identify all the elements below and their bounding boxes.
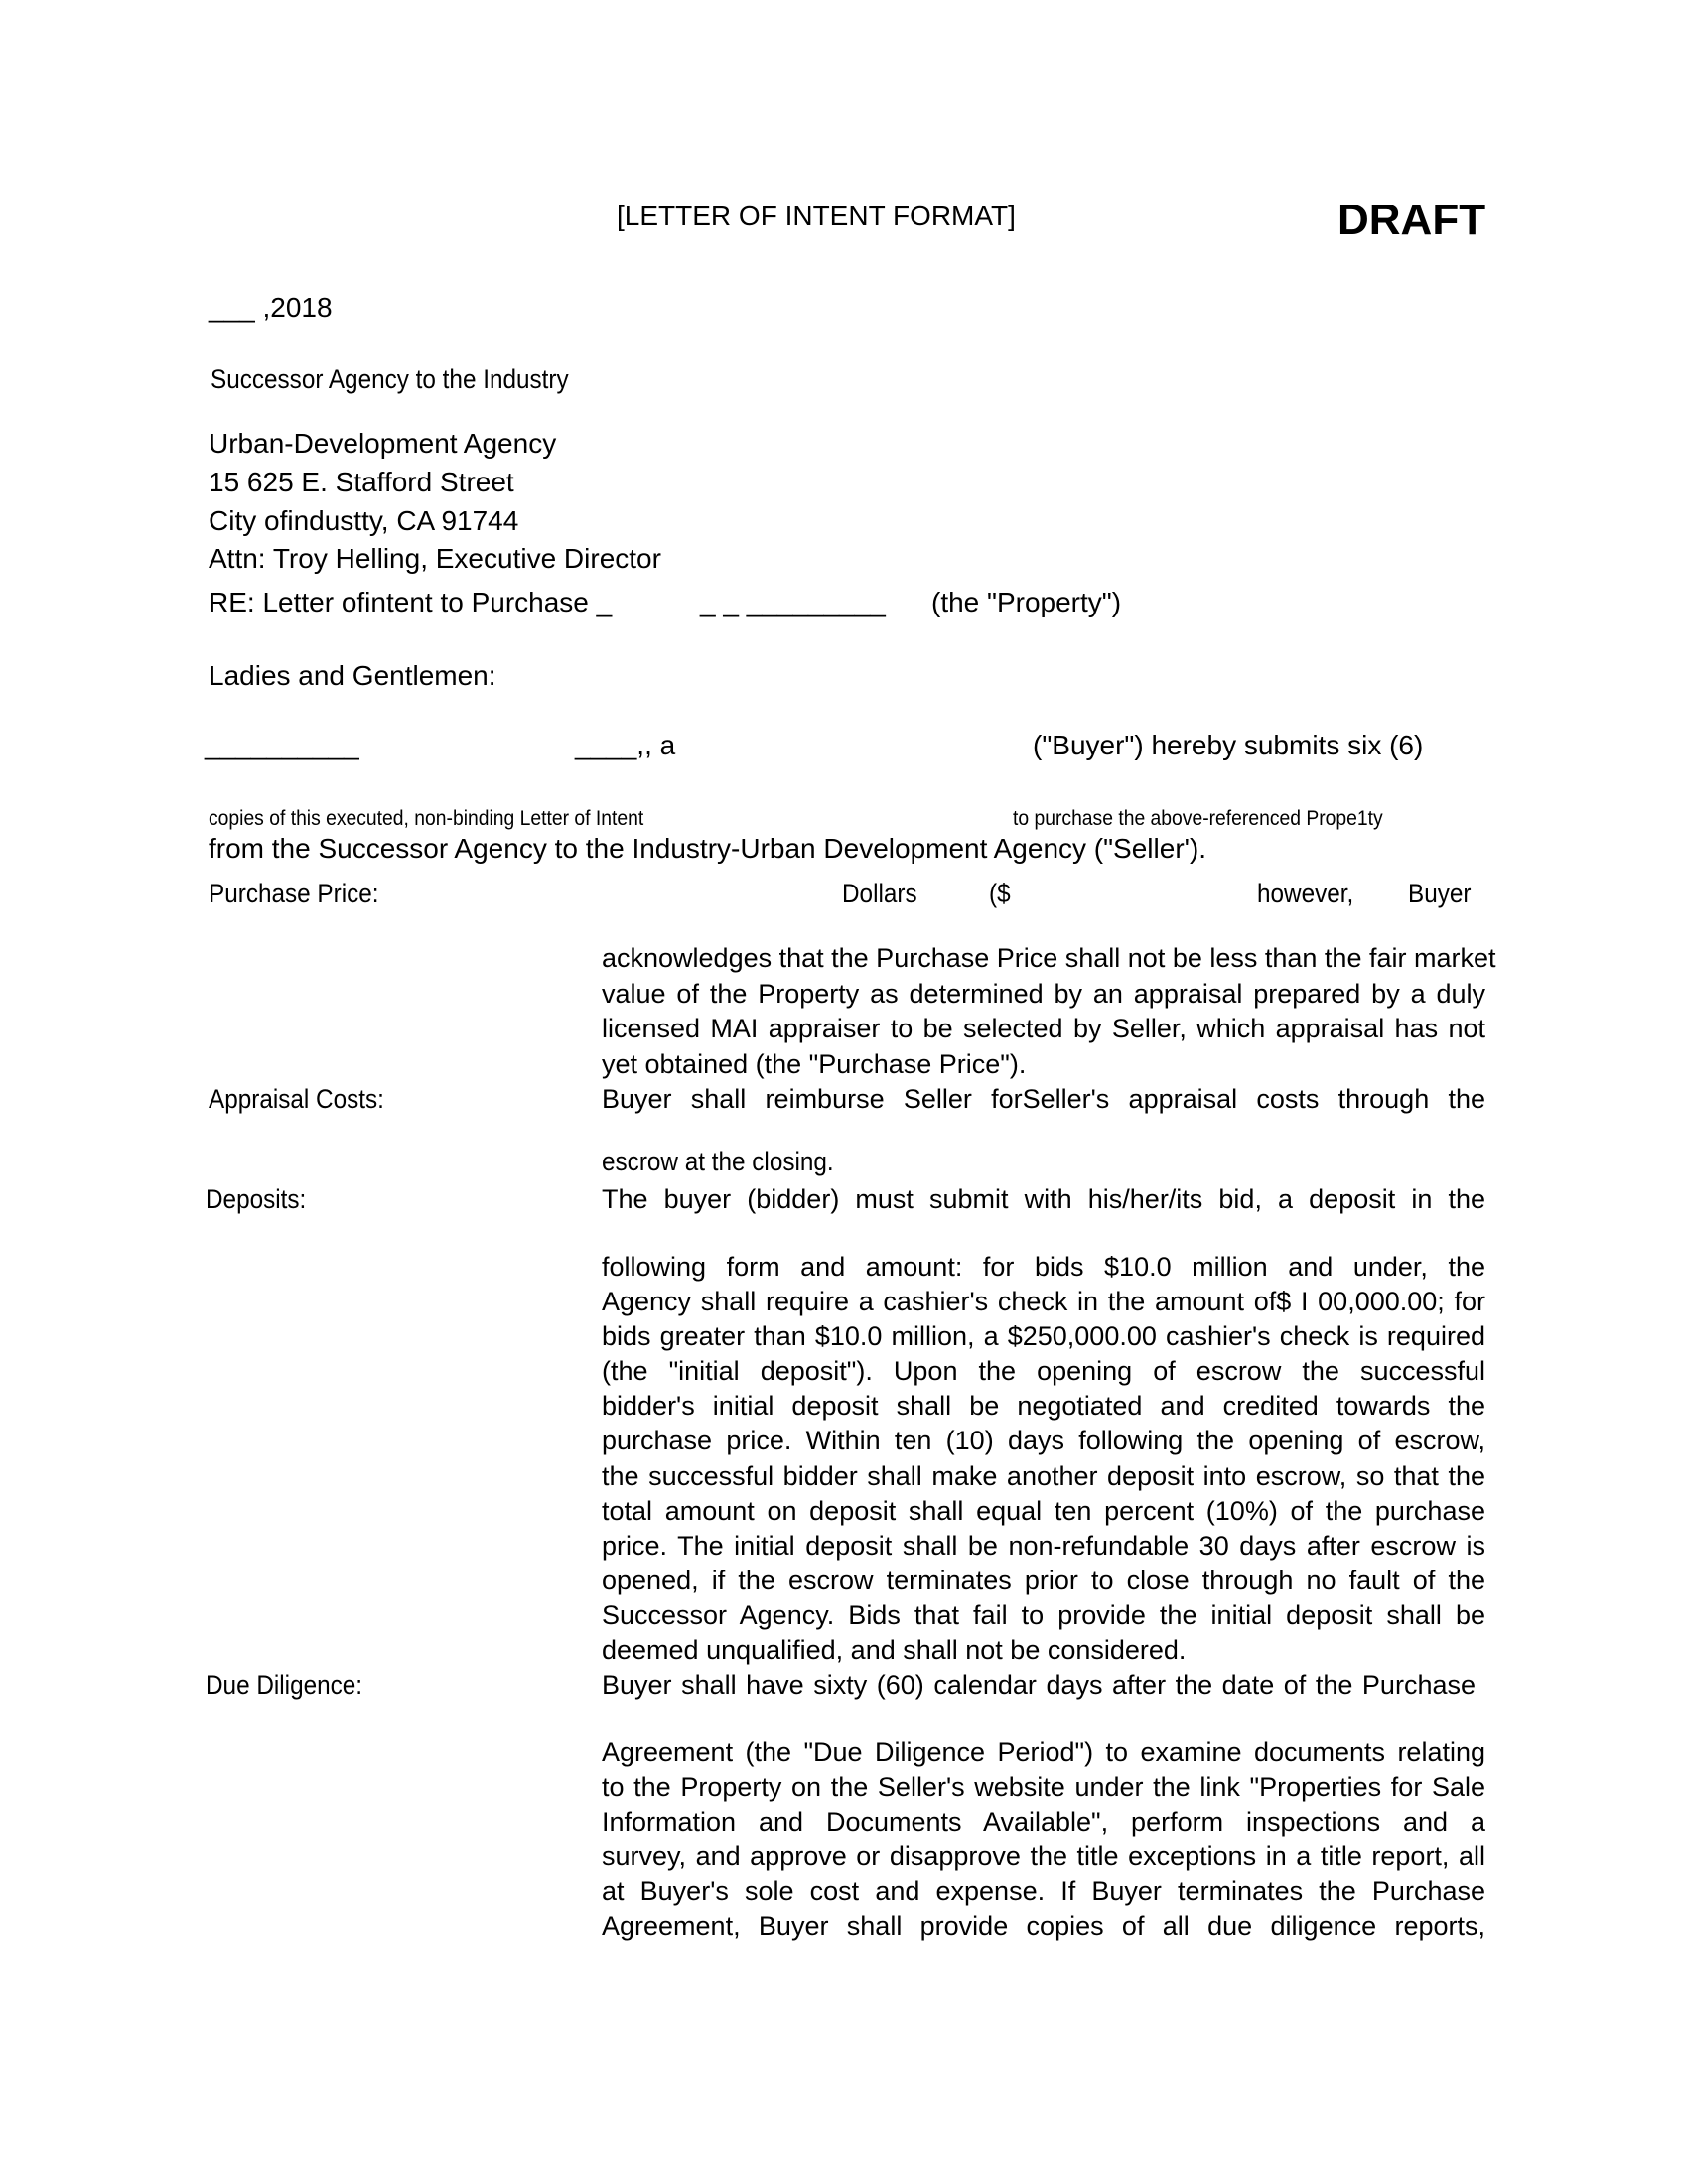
text-line: licensed MAI appraiser to be selected by Seller, which appraisal has not xyxy=(602,1014,1485,1044)
text-line: Agency shall require a cashier's check in the amount of$ I 00,000.00; for xyxy=(602,1287,1485,1317)
appraisal-costs-label: Appraisal Costs: xyxy=(209,1084,384,1114)
purchase-price-buyer: Buyer xyxy=(1408,879,1472,908)
purchase-price-amount: ($ xyxy=(989,879,1011,908)
text-line: deemed unqualified, and shall not be considered. xyxy=(602,1635,1187,1666)
text-line: following form and amount: for bids $10.0 million and under, the xyxy=(602,1252,1485,1282)
purchase-price-text xyxy=(602,941,1496,1083)
document-title: [LETTER OF INTENT FORMAT] xyxy=(617,201,1016,231)
text-line: at Buyer's sole cost and expense. If Buyer terminates the Purchase xyxy=(602,1876,1485,1906)
due-diligence-text xyxy=(602,1735,1485,1944)
text-line: value of the Property as determined by an appraisal prepared by a duly xyxy=(602,978,1485,1009)
text-line: bidder's initial deposit shall be negotiated and credited towards the xyxy=(602,1391,1485,1422)
recipient-line-4: City ofindustty, CA 91744 xyxy=(209,505,519,536)
salutation: Ladies and Gentlemen: xyxy=(209,660,496,691)
recipient-line-2: Urban-Development Agency xyxy=(209,428,557,459)
deposits-text xyxy=(602,1250,1485,1668)
draft-label: DRAFT xyxy=(1337,196,1486,244)
text-line: total amount on deposit shall equal ten percent (10%) of the purchase xyxy=(602,1495,1485,1526)
text-line: opened, if the escrow terminates prior to close through no fault of the xyxy=(602,1565,1485,1595)
text-line: survey, and approve or disapprove the title exceptions in a title report, all xyxy=(602,1842,1485,1871)
re-line-prefix: RE: Letter ofintent to Purchase _ xyxy=(209,587,613,617)
date-line: ___ ,2018 xyxy=(209,292,333,323)
text-line: The buyer (bidder) must submit with his/her/its bid, a deposit in the xyxy=(602,1184,1485,1214)
appraisal-costs-line-1 xyxy=(602,1086,1485,1113)
recipient-line-1: Successor Agency to the Industry xyxy=(211,364,569,394)
due-diligence-line-1 xyxy=(602,1672,1476,1699)
text-line: the successful bidder shall make another deposit into escrow, so that the xyxy=(602,1460,1485,1491)
text-line: to the Property on the Seller's website under the link "Properties for Sale xyxy=(602,1772,1485,1802)
text-line: Information and Documents Available", perform inspections and a xyxy=(602,1807,1485,1837)
text-line: (the "initial deposit"). Upon the opening of escrow the successful xyxy=(602,1356,1485,1387)
buyer-name-blank: __________ xyxy=(205,730,359,760)
text-line: acknowledges that the Purchase Price shall not be less than the fair market xyxy=(602,943,1496,973)
appraisal-costs-line-2: escrow at the closing. xyxy=(602,1147,834,1176)
text-line: Agreement, Buyer shall provide copies of all due diligence reports, xyxy=(602,1911,1485,1941)
recipient-line-5: Attn: Troy Helling, Executive Director xyxy=(209,543,661,574)
text-line: bids greater than $10.0 million, a $250,000.00 cashier's check is required xyxy=(602,1321,1485,1352)
buyer-submits-text: ("Buyer") hereby submits six (6) xyxy=(1033,730,1424,760)
text-line: Successor Agency. Bids that fail to provide the initial deposit shall be xyxy=(602,1599,1485,1630)
deposits-label: Deposits: xyxy=(206,1184,307,1214)
re-line-blank: _ _ _________ xyxy=(700,587,886,617)
text-line: purchase price. Within ten (10) days following the opening of escrow, xyxy=(602,1426,1485,1456)
purchase-price-label: Purchase Price: xyxy=(209,879,379,908)
purchase-price-however: however, xyxy=(1257,879,1354,908)
re-line-suffix: (the "Property") xyxy=(931,587,1122,617)
from-seller-line: from the Successor Agency to the Industry-Urban Development Agency ("Seller'). xyxy=(209,833,1207,864)
text-line: Buyer shall have sixty (60) calendar days after the date of the Purchase xyxy=(602,1670,1476,1700)
copies-text-right: to purchase the above-referenced Prope1ty xyxy=(1013,807,1383,830)
buyer-entity-blank: ____,, a xyxy=(575,730,676,760)
recipient-line-3: 15 625 E. Stafford Street xyxy=(209,467,514,497)
text-line: Agreement (the "Due Diligence Period") to examine documents relating xyxy=(602,1737,1485,1767)
purchase-price-dollars: Dollars xyxy=(842,879,917,908)
text-line: yet obtained (the "Purchase Price"). xyxy=(602,1049,1027,1080)
copies-text-left: copies of this executed, non-binding Letter of Intent xyxy=(209,807,644,830)
deposits-line-1 xyxy=(602,1186,1485,1213)
text-line: Buyer shall reimburse Seller forSeller's appraisal costs through the xyxy=(602,1084,1485,1114)
due-diligence-label: Due Diligence: xyxy=(206,1670,363,1700)
text-line: price. The initial deposit shall be non-refundable 30 days after escrow is xyxy=(602,1530,1485,1561)
